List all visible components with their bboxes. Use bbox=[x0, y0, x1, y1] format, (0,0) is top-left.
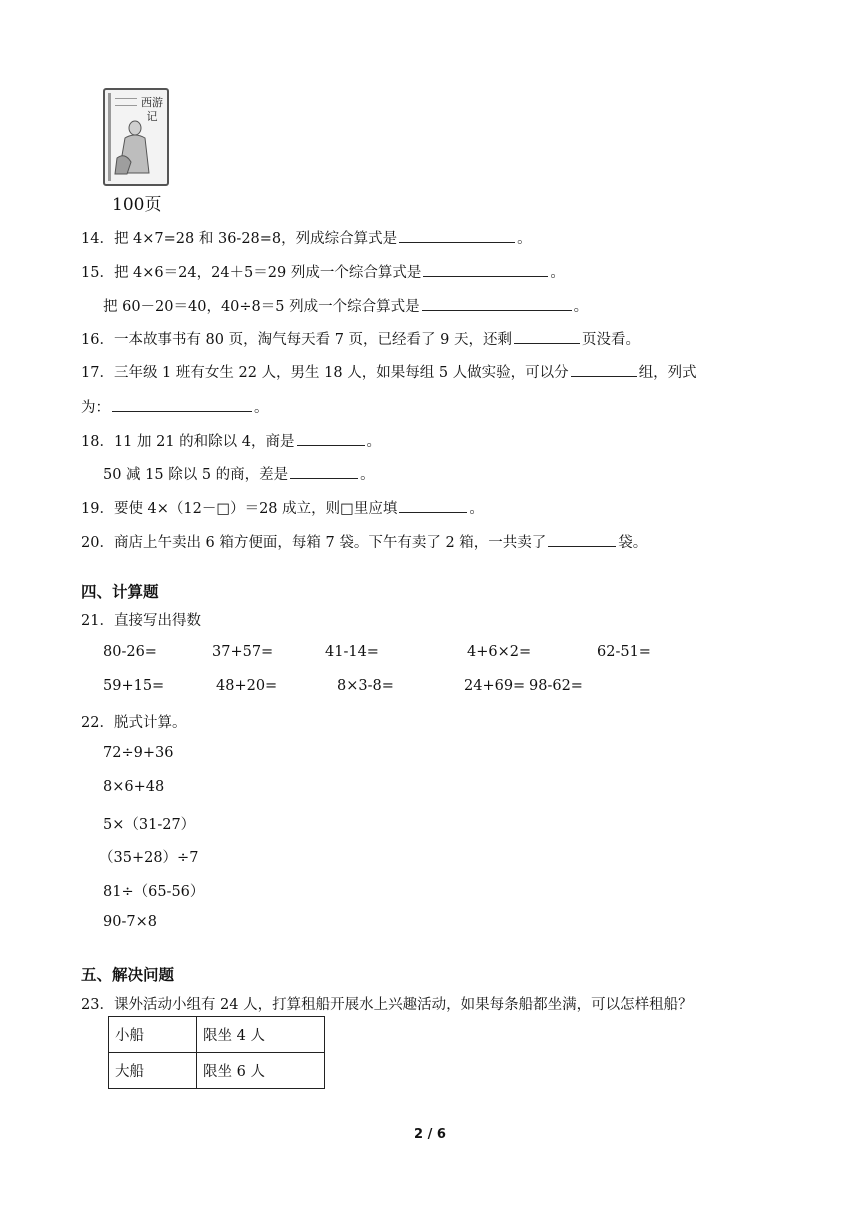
question-17-part2 bbox=[81, 396, 269, 417]
table-cell: 限坐 6 人 bbox=[197, 1053, 325, 1089]
question-18 bbox=[81, 430, 381, 451]
question-17-end: 。 bbox=[254, 400, 269, 416]
question-14-end: 。 bbox=[517, 231, 532, 247]
question-17-text: 17．三年级 1 班有女生 22 人，男生 18 人，如果每组 5 人做实验，可以分 bbox=[81, 365, 569, 381]
calc-item: 41-14= bbox=[325, 644, 379, 660]
question-17-mid: 组，列式 bbox=[638, 365, 697, 381]
question-17 bbox=[81, 361, 697, 382]
question-16-text: 16．一本故事书有 80 页，淘气每天看 7 页，已经看了 9 天，还剩 bbox=[81, 332, 513, 348]
answer-blank-19[interactable] bbox=[399, 498, 467, 513]
book-spine bbox=[108, 93, 111, 181]
question-20 bbox=[81, 531, 647, 552]
answer-blank-17a[interactable] bbox=[571, 362, 637, 377]
question-20-end: 袋。 bbox=[618, 535, 648, 551]
question-21-title: 21．直接写出得数 bbox=[81, 613, 201, 629]
table-row bbox=[109, 1053, 325, 1089]
boat-table bbox=[108, 1016, 325, 1089]
section-4-title: 四、计算题 bbox=[81, 583, 159, 601]
question-14 bbox=[81, 227, 532, 248]
step-calc-item: 8×6+48 bbox=[103, 779, 165, 795]
question-18-line2: 50 减 15 除以 5 的商，差是 bbox=[103, 467, 289, 483]
step-calc-item: 72÷9+36 bbox=[103, 745, 174, 761]
question-19-end: 。 bbox=[469, 501, 484, 517]
section-5-title: 五、解决问题 bbox=[81, 966, 175, 984]
calc-item: 62-51= bbox=[597, 644, 651, 660]
answer-blank-18a[interactable] bbox=[297, 431, 365, 446]
calc-item: 59+15= bbox=[103, 678, 165, 694]
step-calc-item: 81÷（65-56） bbox=[103, 884, 205, 900]
question-15-part2 bbox=[103, 295, 588, 316]
question-18-end2: 。 bbox=[360, 467, 375, 483]
table-cell: 限坐 4 人 bbox=[197, 1017, 325, 1053]
question-15-end2: 。 bbox=[573, 299, 589, 315]
question-20-text: 20．商店上午卖出 6 箱方便面，每箱 7 袋。下午有卖了 2 箱，一共卖了 bbox=[81, 535, 547, 551]
calc-item: 48+20= bbox=[216, 678, 278, 694]
step-calc-item: 90-7×8 bbox=[103, 914, 157, 930]
question-19-text: 19．要使 4×（12－□）＝28 成立，则□里应填 bbox=[81, 501, 398, 517]
question-18-end1: 。 bbox=[366, 434, 382, 450]
question-19 bbox=[81, 497, 484, 518]
page-number: 2 / 6 bbox=[414, 1127, 446, 1142]
answer-blank-20[interactable] bbox=[548, 532, 616, 547]
question-14-text: 14．把 4×7=28 和 36-28=8，列成综合算式是 bbox=[81, 231, 398, 247]
question-15-end1: 。 bbox=[550, 265, 565, 281]
calc-item: 80-26= bbox=[103, 644, 157, 660]
question-17-line2: 为： bbox=[81, 400, 110, 416]
step-calc-item: （35+28）÷7 bbox=[99, 850, 199, 866]
question-15 bbox=[81, 261, 565, 282]
question-15-line2: 把 60－20＝40，40÷8＝5 列成一个综合算式是 bbox=[103, 299, 420, 315]
answer-blank-15b[interactable] bbox=[422, 296, 572, 311]
step-calc-item: 5×（31-27） bbox=[103, 817, 196, 833]
question-16 bbox=[81, 328, 640, 349]
monk-figure-icon bbox=[113, 118, 153, 178]
question-22-title: 22．脱式计算。 bbox=[81, 715, 187, 731]
calc-item: 4+6×2= bbox=[467, 644, 532, 660]
answer-blank-15a[interactable] bbox=[423, 262, 548, 277]
calc-item: 37+57= bbox=[212, 644, 274, 660]
book-illustration bbox=[103, 88, 169, 186]
calc-item: 98-62= bbox=[529, 678, 583, 694]
question-15-line1: 15．把 4×6＝24，24＋5＝29 列成一个综合算式是 bbox=[81, 265, 422, 281]
answer-blank-17b[interactable] bbox=[112, 397, 252, 412]
book-decoration bbox=[115, 98, 137, 106]
calc-item: 24+69= bbox=[464, 678, 526, 694]
question-23-text: 23．课外活动小组有 24 人，打算租船开展水上兴趣活动，如果每条船都坐满，可以怎样租船？ bbox=[81, 997, 693, 1013]
table-cell: 大船 bbox=[109, 1053, 197, 1089]
calc-item: 8×3-8= bbox=[337, 678, 394, 694]
question-18-line1: 18．11 加 21 的和除以 4，商是 bbox=[81, 434, 295, 450]
answer-blank-18b[interactable] bbox=[290, 464, 358, 479]
book-caption: 100页 bbox=[112, 195, 162, 215]
question-18-part2 bbox=[103, 463, 375, 484]
answer-blank-14[interactable] bbox=[399, 228, 515, 243]
table-row bbox=[109, 1017, 325, 1053]
question-16-end: 页没看。 bbox=[582, 332, 641, 348]
table-cell: 小船 bbox=[109, 1017, 197, 1053]
answer-blank-16[interactable] bbox=[514, 329, 580, 344]
book-title: 西游记 bbox=[141, 96, 163, 123]
